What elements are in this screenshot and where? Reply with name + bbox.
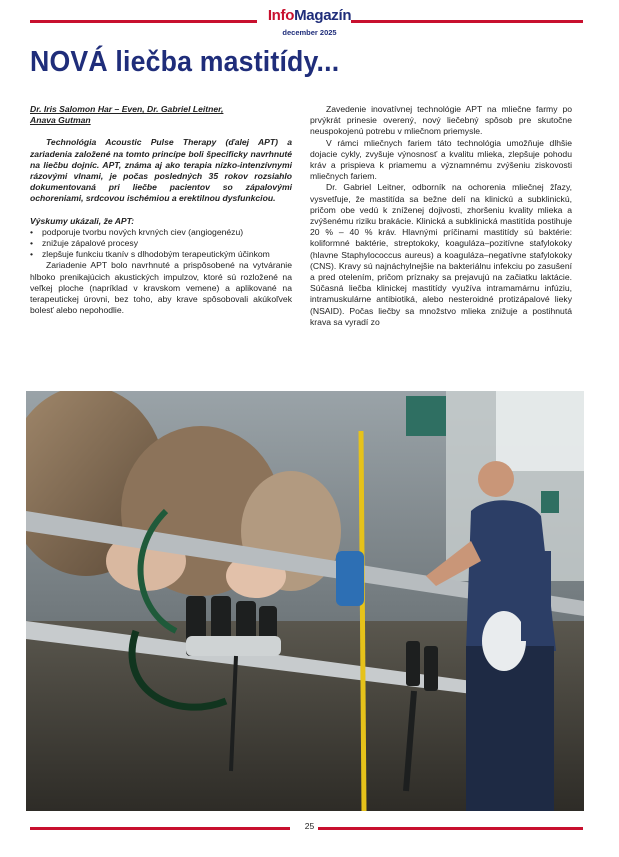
paragraph-intro: Zavedenie inovatívnej technológie APT na mliečne farmy po prvýkrát prinesie overený, nový liečebný spôsob pre skutočne neuspokojenú potrebu v mliečnom priemysle.	[310, 104, 572, 137]
article-lead: Technológia Acoustic Pulse Therapy (ďalej APT) a zariadenia založené na tomto princípe boli špecificky navrhnuté na liečbu dojníc. APT, známa aj ako terapia nízko-intenzívnymi rázovými vlnami, je počas posledných 35 rokov rozsiahlo dokumentovaná pri liečbe pacientov so zápalovými ochoreniami, srdcovou ischémiou a erektilnou dysfunkciou.	[30, 137, 292, 204]
research-list	[30, 227, 292, 261]
paragraph-benefits: V rámci mliečnych fariem táto technológia umožňuje dlhšie dojacie cykly, zvyšuje výnosnosť a kvalitu mlieka, zlepšuje pohodu kráv a prispieva k priamemu a významnému zvýšeniu ziskovosti mliečnych fariem.	[310, 137, 572, 182]
list-item: • zlepšuje funkciu tkanív s dlhodobým terapeutickým účinkom	[30, 249, 292, 260]
article-title: NOVÁ liečba mastitídy...	[30, 46, 340, 78]
authors-line-1: Dr. Iris Salomon Har – Even, Dr. Gabriel Leitner,	[30, 104, 224, 114]
list-item: • podporuje tvorbu nových krvných ciev (angiogenézu)	[30, 227, 292, 238]
research-heading: Výskumy ukázali, že APT:	[30, 215, 135, 226]
paragraph-leitner: Dr. Gabriel Leitner, odborník na ochorenia mliečnej žľazy, vysvetľuje, že mastitída sa bežne delí na klinickú a subklinickú, pričom obe vedú k zníženej dojivosti, zhoršeniu kvality mlieka a zvýšenému riziku brakácie. Klinická a subklinická mastitída postihuje 20 % – 40 % kráv. Hlavnými príčinami mastitídy sú baktérie: koliformné baktérie, streptokoky, koaguláza–pozitívne stafylokoky (hlavne Staphylococcus aureus) a koaguláza–negatívne stafylokoky (CNS). Kravy sú najnáchylnejšie na bakteriálnu infekciu po zasušení a pred otelením, pričom príznaky sa prejavujú na začiatku laktácie. Súčasná liečba klinickej mastitídy využíva intramamárnu infúziu, intramuskulárne antibiotiká, alebo nesteroidné protizápalové lieky (NSAID). Počas liečby sa množstvo mlieka znižuje a postihnutá krava sa vyradí zo	[310, 182, 572, 327]
logo-info: Info	[267, 7, 295, 24]
logo-magazin: Magazín	[294, 7, 352, 24]
paragraph-apt-device: Zariadenie APT bolo navrhnuté a prispôsobené na vytváranie hlboko prenikajúcich akustických impulzov, ktoré sú rozložené na veľkej ploche (napríklad v kravskom vemene) a aplikované na terapeutickej úrovni, bez toho, aby krave spôsobovali akúkoľvek bolesť alebo nepohodlie.	[30, 260, 292, 316]
left-column	[30, 104, 292, 316]
magazine-logo	[0, 8, 619, 24]
article-authors	[30, 104, 292, 126]
milking-parlour-photo	[26, 391, 584, 811]
photo-illustration	[26, 391, 584, 811]
right-column	[310, 104, 572, 328]
list-item: • znižuje zápalové procesy	[30, 238, 292, 249]
page-number: 25	[304, 821, 315, 831]
issue-date: december 2025	[282, 28, 337, 37]
authors-line-2: Anava Gutman	[30, 115, 91, 126]
